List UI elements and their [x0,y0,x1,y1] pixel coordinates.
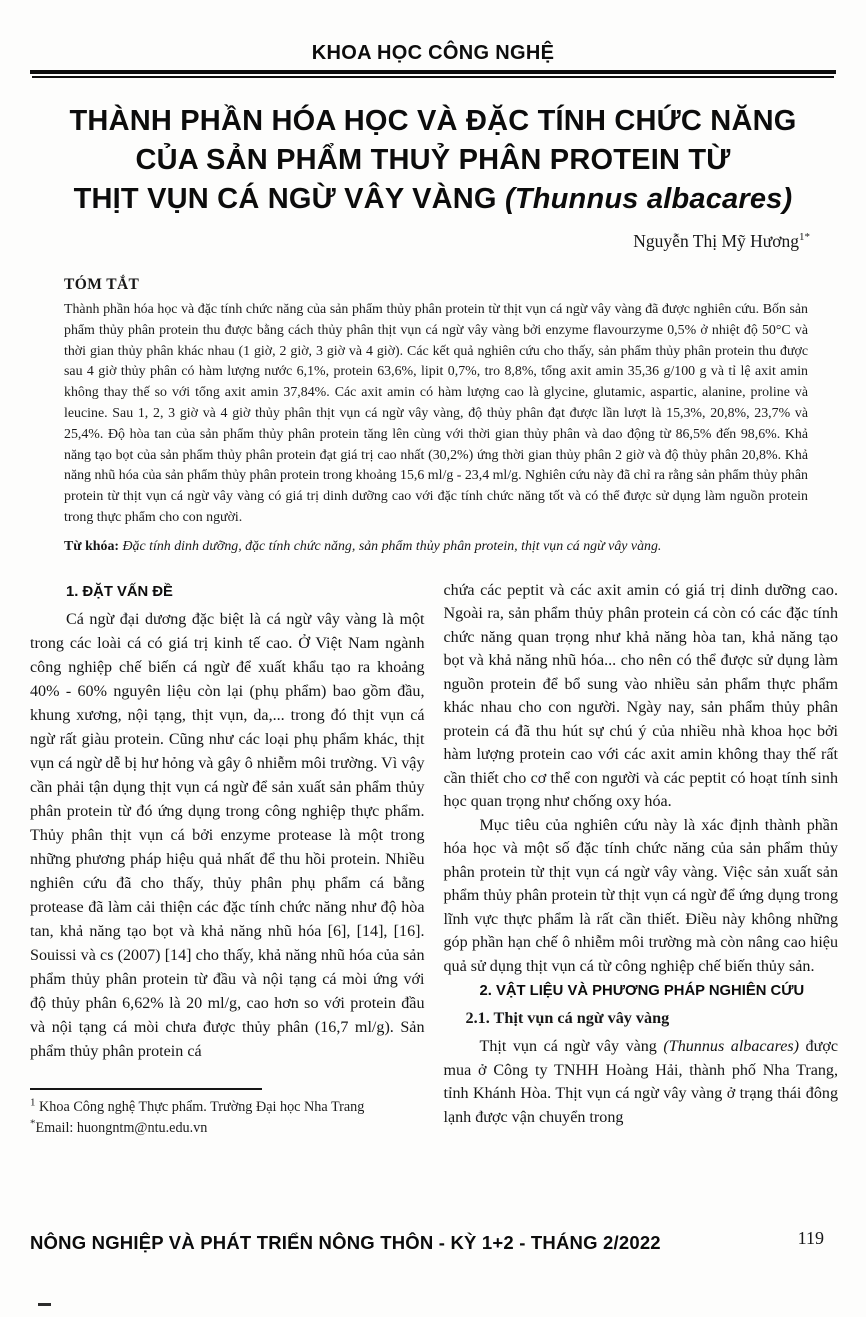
footnote-marker-2: * [30,1117,36,1130]
section-2-1-heading: 2.1. Thịt vụn cá ngừ vây vàng [465,1009,670,1028]
running-head [0,0,866,65]
keywords-text: Đặc tính dinh dưỡng, đặc tính chức năng, sản phẩm thủy phân protein, thịt vụn cá ngừ vây vàng. [119,538,662,554]
footnote-email-line [30,1118,425,1139]
scan-artifact-dash [38,1303,51,1306]
footnote-block [30,1088,425,1139]
materials-text-before: Thịt vụn cá ngừ vây vàng [479,1038,664,1056]
intro-paragraph: Cá ngừ đại dương đặc biệt là cá ngừ vây vàng là một trong các loài cá có giá trị kinh tế cao. Ở Việt Nam ngành công nghiệp chế biến cá ngừ để xuất khẩu tạo ra khoảng 40% - 60% nguyên liệu còn lại (phụ phẩm) bao gồm đầu, khung xương, nội tạng, thịt vụn, da,... trong đó thịt vụn cá ngừ rất giàu protein. Cũng như các loại phụ phẩm khác, thịt vụn cá ngừ dễ bị hư hỏng và gây ô nhiễm môi trường. Vì vậy cần phải tận dụng thịt vụn cá ngừ để sản xuất sản phẩm thủy phân protein từ đó ứng dụng trong công nghiệp thực phẩm. Thủy phân thịt vụn cá bởi enzyme protease là một trong những phương pháp hiệu quả nhất để thu hồi protein. Nhiều nghiên cứu đã cho thấy, thủy phân phụ phẩm cá bằng protease đã làm cải thiện các đặc tính chức năng như độ hòa tan, khả năng tạo bọt và khả năng nhũ hóa [6], [14], [16]. Souissi và cs (2007) [14] cho thấy, khả năng nhũ hóa của sản phẩm thủy phân protein từ đầu và nội tạng cá mòi ứng với độ thủy phân 6,62% là 20 ml/g, cao hơn so với protein đầu và nội tạng cá mòi chưa được thủy phân (16,7 ml/g). Sản phẩm thủy phân protein cá [30,610,425,1060]
two-column-body [30,579,838,1139]
page-number: 119 [797,1228,824,1248]
header-rule-thin [32,76,834,78]
footnote-email: Email: huongntm@ntu.edu.vn [35,1119,208,1136]
abstract-text: Thành phần hóa học và đặc tính chức năng của sản phẩm thủy phân protein từ thịt vụn cá ngừ vây vàng đã được nghiên cứu. Bốn sản phẩm thủy phân protein thu được bằng cách thủy phân thịt vụn cá ngừ vây vàng bởi enzyme flavourzyme 0,5% ở nhiệt độ 50°C và thời gian thủy phân khác nhau (1 giờ, 2 giờ, 3 giờ và 4 giờ). Các kết quả nghiên cứu cho thấy, sản phẩm thủy phân protein thu được sau 4 giờ thủy phân có hàm lượng nước 6,1%, protein 63,6%, lipit 0,7%, tro 8,8%, tổng axit amin 35,36 g/100 g và tỉ lệ axit amin không thay thế so với tổng axit amin 37,84%. Các axit amin có hàm lượng cao là glycine, glutamic, aspartic, alanine, proline và leucine. Sau 1, 2, 3 giờ và 4 giờ thủy phân thịt vụn cá ngừ vây vàng, độ thủy phân đạt được lần lượt là 15,3%, 20,8%, 23,7% và 25,4%. Độ hòa tan của sản phẩm thủy phân protein tăng lên cùng với thời gian thủy phân và dao động từ 86,5% đến 98,6%. Khả năng tạo bọt của sản phẩm thủy phân protein đạt giá trị cao nhất (30,2%) ứng thời gian thủy phân 2 giờ và độ thủy phân 20,8%. Khả năng nhũ hóa của sản phẩm thủy phân protein trong khoảng 15,6 ml/g - 23,4 ml/g. Nghiên cứu này đã chỉ ra rằng sản phẩm thủy phân protein từ thịt vụn cá ngừ vây vàng có giá trị dinh dưỡng cao với đặc tính chức năng tốt và có thể được sử dụng làm nguồn protein trong thực phẩm cho con người. [64,302,808,525]
materials-paragraph [444,1035,839,1129]
objective-paragraph: Mục tiêu của nghiên cứu này là xác định thành phần hóa học và một số đặc tính chức năng của sản phẩm thủy phân protein từ thịt vụn cá ngừ vây vàng. Việc sản xuất sản phẩm thủy phân protein từ thịt vụn cá ngừ để ứng dụng trong lĩnh vực thực phẩm là rất cần thiết. Điều này không những góp phần hạn chế ô nhiễm môi trường mà còn nâng cao hiệu quả sử dụng thịt vụn cá từ công nghiệp chế biến thủy sản. [443,816,838,975]
author-superscript: 1* [799,231,810,244]
materials-text-after: được mua ở Công ty TNHH Hoàng Hải, thành phố Nha Trang, tỉnh Khánh Hòa. Thịt vụn cá ngừ vây vàng ở trạng thái đông lạnh được vận chuyển trong [443,1038,838,1126]
column-right [444,579,839,1139]
journal-section-label: KHOA HỌC CÔNG NGHỆ [311,42,555,64]
section-1-heading: 1. ĐẶT VẤN ĐỀ [66,583,173,600]
title-line-2: CỦA SẢN PHẨM THUỶ PHÂN PROTEIN TỪ [135,144,731,176]
section-2-heading: 2. VẬT LIỆU VÀ PHƯƠNG PHÁP NGHIÊN CỨU [479,983,805,1000]
footnote-affiliation: Khoa Công nghệ Thực phẩm. Trường Đại học Nha Trang [35,1098,365,1115]
keywords-label: Từ khóa: [64,538,120,554]
footnote-rule [30,1088,262,1090]
abstract-block [64,276,808,557]
author-name: Nguyễn Thị Mỹ Hương [633,231,799,251]
footnote-marker-1: 1 [30,1096,36,1109]
page-footer [30,1228,840,1254]
footnote-affiliation-line [30,1097,425,1118]
species-name-body: (Thunnus albacares) [663,1038,799,1056]
title-line-1: THÀNH PHẦN HÓA HỌC VÀ ĐẶC TÍNH CHỨC NĂNG [69,105,797,137]
header-rule-thick [30,70,836,74]
abstract-heading: TÓM TẮT [64,276,140,293]
title-line-3 [30,180,836,219]
column-left [30,579,425,1139]
article-title [30,102,836,219]
keywords-line [64,537,808,557]
author-line [0,231,810,252]
species-name-title: (Thunnus albacares) [504,183,793,215]
title-line-3-main: THỊT VỤN CÁ NGỪ VÂY VÀNG [73,183,505,215]
intro-paragraph-continued: chứa các peptit và các axit amin có giá trị dinh dưỡng cao. Ngoài ra, sản phẩm thủy phân protein cá còn có các đặc tính chức năng quan trọng như khả năng hòa tan, khả năng tạo bọt và khả năng nhũ hóa... cho nên có thể được sử dụng làm nguồn protein để bổ sung vào nhiều sản phẩm thực phẩm khác nhau cho con người. Ngày nay, sản phẩm thủy phân protein cá đã thu hút sự chú ý của nhiều nhà khoa học bởi hàm lượng protein cao với các axit amin không thay thế rất cần thiết cho cơ thể con người và các peptit có hoạt tính sinh học quan trọng như chống oxy hóa. [443,581,838,811]
footer-journal-title: NÔNG NGHIỆP VÀ PHÁT TRIỂN NÔNG THÔN - KỲ 1+2 - THÁNG 2/2022 [30,1232,661,1253]
